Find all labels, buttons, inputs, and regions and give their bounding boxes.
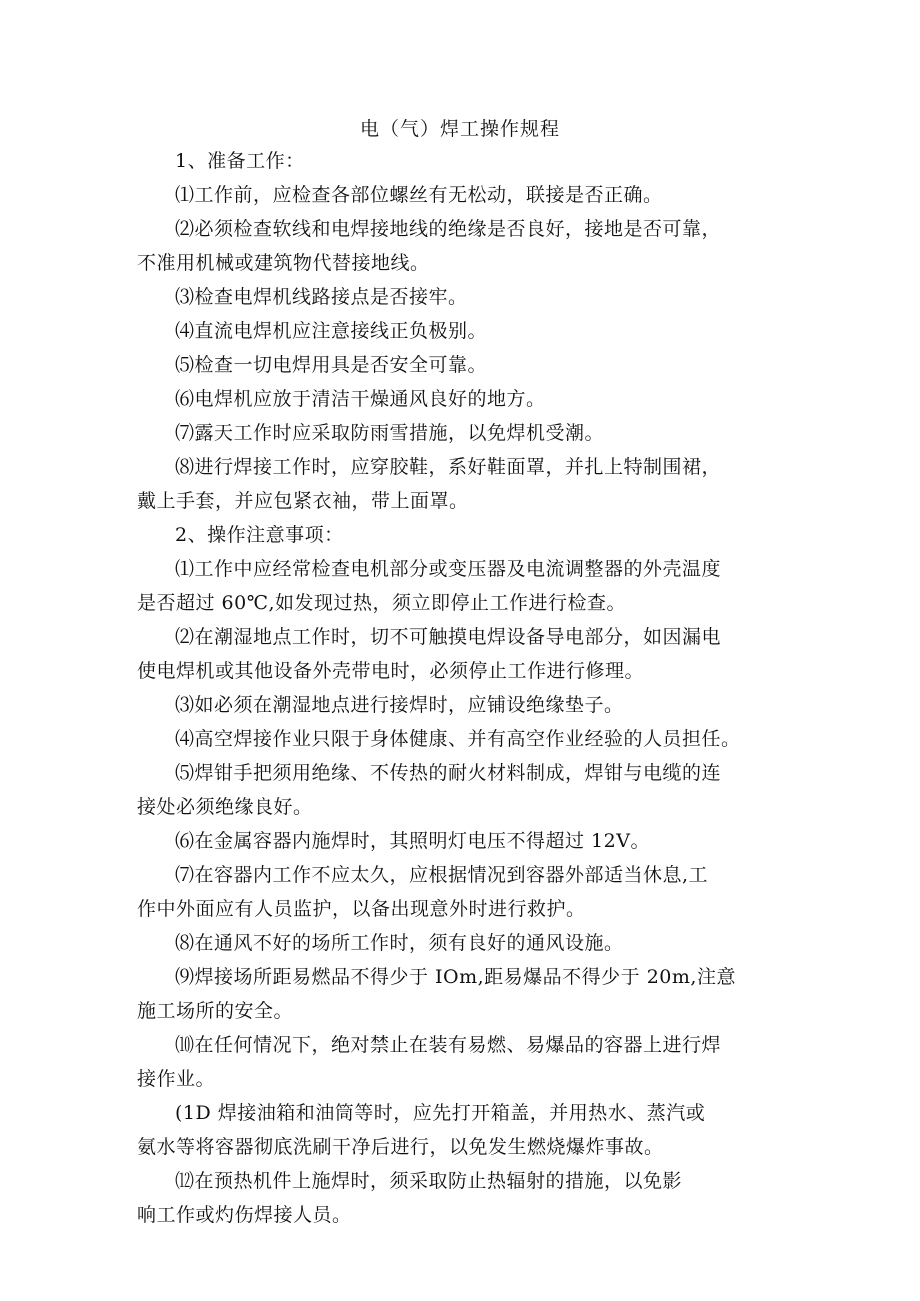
preparation-item-5 [137,348,797,382]
paragraph-line: 接作业。 [137,1068,216,1090]
paragraph-line: ⑹电焊机应放于清洁干燥通风良好的地方。 [175,388,546,410]
paragraph-line: (1D 焊接油箱和油筒等时，应先打开箱盖，并用热水、蒸汽或 [175,1102,706,1124]
paragraph-line: ⑵必须检查软线和电焊接地线的绝缘是否良好，接地是否可靠， [175,218,722,240]
preparation-item-8 [137,450,797,518]
precaution-item-2 [137,620,797,688]
precaution-item-9 [137,960,797,1028]
paragraph-line: ⑷直流电焊机应注意接线正负极别。 [175,320,488,342]
paragraph-line: 接处必须绝缘良好。 [137,796,313,818]
precaution-item-7 [137,858,797,926]
paragraph-line: ⑶如必须在潮湿地点进行接焊时，应铺设绝缘垫子。 [175,694,624,716]
paragraph-line: 戴上手套，并应包紧衣袖，带上面罩。 [137,490,469,512]
precaution-item-10 [137,1028,797,1096]
paragraph-line: ⑷高空焊接作业只限于身体健康、并有高空作业经验的人员担任。 [175,728,741,750]
preparation-item-1 [137,178,797,212]
precaution-item-12 [137,1164,797,1232]
paragraph-line: ⑴工作中应经常检查电机部分或变压器及电流调整器的外壳温度 [175,558,722,580]
document-body [137,144,797,1232]
paragraph-line: ⑽在任何情况下，绝对禁止在装有易燃、易爆品的容器上进行焊 [175,1034,722,1056]
paragraph-line: ⑶检查电焊机线路接点是否接牢。 [175,286,468,308]
paragraph-line: ⑵在潮湿地点工作时，切不可触摸电焊设备导电部分，如因漏电 [175,626,722,648]
paragraph-line: ⑸检查一切电焊用具是否安全可靠。 [175,354,488,376]
paragraph-line: ⑸焊钳手把须用绝缘、不传热的耐火材料制成，焊钳与电缆的连 [175,762,722,784]
paragraph-line: ⑻在通风不好的场所工作时，须有良好的通风设施。 [175,932,624,954]
precaution-item-8 [137,926,797,960]
preparation-item-6 [137,382,797,416]
paragraph-line: 响工作或灼伤焊接人员。 [137,1204,352,1226]
paragraph-line: 作中外面应有人员监护，以备出现意外时进行救护。 [137,898,586,920]
precaution-item-1 [137,552,797,620]
preparation-item-7 [137,416,797,450]
section-items-preparation [137,178,797,518]
precaution-item-3 [137,688,797,722]
paragraph-line: ⑺露天工作时应采取防雨雪措施，以免焊机受潮。 [175,422,605,444]
paragraph-line: ⑻进行焊接工作时，应穿胶鞋，系好鞋面罩，并扎上特制围裙， [175,456,722,478]
section-heading-precautions: 2、操作注意事项： [175,524,344,546]
paragraph-line: ⑺在容器内工作不应太久，应根据情况到容器外部适当休息,工 [175,864,709,886]
preparation-item-2 [137,212,797,280]
section-items-precautions [137,552,797,1232]
paragraph-line: 是否超过 60℃,如发现过热，须立即停止工作进行检查。 [137,592,627,614]
precaution-item-11 [137,1096,797,1164]
paragraph-line: ⑴工作前，应检查各部位螺丝有无松动，联接是否正确。 [175,184,663,206]
paragraph-line: 施工场所的安全。 [137,1000,294,1022]
paragraph-line: ⑹在金属容器内施焊时，其照明灯电压不得超过 12V。 [175,830,650,852]
paragraph-line: ⑿在预热机件上施焊时，须采取防止热辐射的措施，以免影 [175,1170,683,1192]
preparation-item-4 [137,314,797,348]
paragraph-line: 使电焊机或其他设备外壳带电时，必须停止工作进行修理。 [137,660,645,682]
preparation-item-3 [137,280,797,314]
precaution-item-4 [137,722,797,756]
paragraph-line: 不准用机械或建筑物代替接地线。 [137,252,430,274]
precaution-item-5 [137,756,797,824]
section-heading-preparation: 1、准备工作： [175,150,305,172]
precaution-item-6 [137,824,797,858]
paragraph-line: 氨水等将容器彻底洗刷干净后进行，以免发生燃烧爆炸事故。 [137,1136,664,1158]
document-title: 电（气）焊工操作规程 [359,118,560,140]
paragraph-line: ⑼焊接场所距易燃品不得少于 IOm,距易爆品不得少于 20m,注意 [175,966,736,988]
